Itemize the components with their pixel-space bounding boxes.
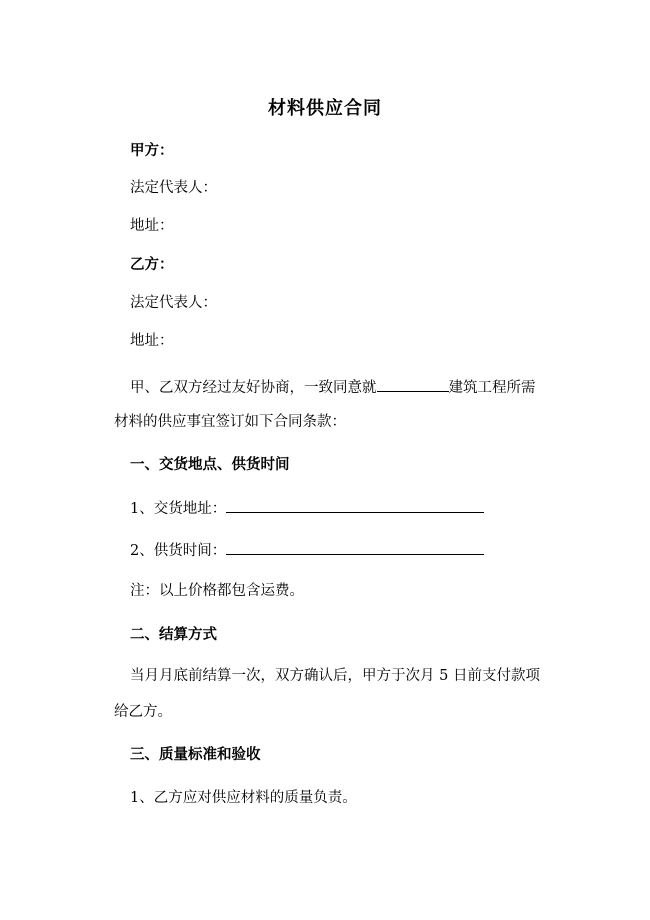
- intro-text-part1: 甲、乙双方经过友好协商，一致同意就: [130, 380, 377, 396]
- intro-line-2: 材料的供应事宜签订如下合同条款：: [114, 414, 346, 430]
- quality-item-1: 1、乙方应对供应材料的质量负责。: [130, 790, 357, 806]
- delivery-address-line: [130, 497, 484, 519]
- settlement-line-2: 给乙方。: [114, 704, 172, 720]
- project-name-blank: [377, 376, 449, 392]
- price-note: 注：以上价格都包含运费。: [130, 583, 304, 599]
- supply-time-line: [130, 539, 484, 561]
- supply-time-blank: [226, 539, 484, 555]
- contract-title: 材料供应合同: [268, 98, 382, 119]
- party-b-label: 乙方：: [130, 256, 174, 273]
- section3-heading: 三、质量标准和验收: [130, 746, 261, 763]
- intro-text-part2: 建筑工程所需: [448, 380, 536, 396]
- party-b-representative-label: 法定代表人：: [130, 295, 217, 311]
- party-a-address-label: 地址：: [130, 218, 174, 234]
- delivery-address-label: 1、交货地址：: [130, 501, 227, 517]
- party-a-representative-label: 法定代表人：: [130, 180, 217, 196]
- supply-time-label: 2、供货时间：: [130, 543, 227, 559]
- settlement-line-1: 当月月底前结算一次，双方确认后，甲方于次月 5 日前支付款项: [130, 668, 540, 684]
- intro-line-1: [130, 376, 536, 398]
- section1-heading: 一、交货地点、供货时间: [130, 456, 290, 473]
- delivery-address-blank: [226, 497, 484, 513]
- section2-heading: 二、结算方式: [130, 626, 217, 643]
- party-b-address-label: 地址：: [130, 333, 174, 349]
- party-a-label: 甲方：: [130, 142, 174, 159]
